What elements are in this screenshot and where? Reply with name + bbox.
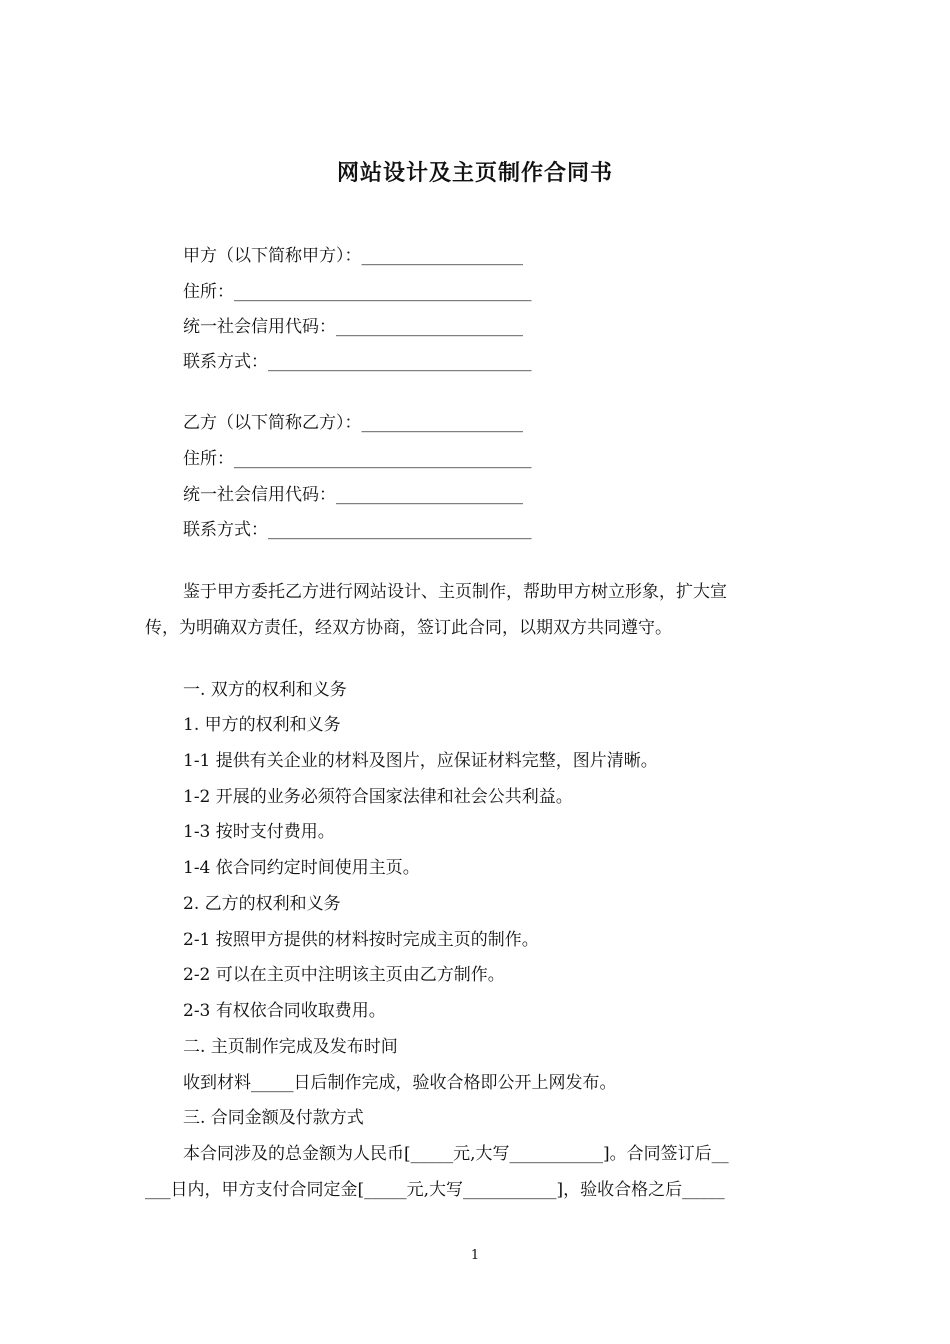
clause-item: 1-2 开展的业务必须符合国家法律和社会公共利益。 bbox=[183, 787, 573, 807]
clause-item: 1-1 提供有关企业的材料及图片，应保证材料完整，图片清晰。 bbox=[183, 751, 658, 771]
clause-item: 2-3 有权依合同收取费用。 bbox=[183, 1001, 386, 1021]
subsection-heading: 1. 甲方的权利和义务 bbox=[183, 715, 341, 735]
party-a-address-line: 住所：___________________________________ bbox=[183, 282, 532, 302]
party-b-contact-line: 联系方式：_______________________________ bbox=[183, 520, 532, 540]
party-b-credit-code-line: 统一社会信用代码：______________________ bbox=[183, 485, 523, 505]
clause-text: 收到材料_____日后制作完成，验收合格即公开上网发布。 bbox=[183, 1073, 617, 1093]
clause-item: 1-3 按时支付费用。 bbox=[183, 822, 335, 842]
preamble-line: 鉴于甲方委托乙方进行网站设计、主页制作，帮助甲方树立形象，扩大宣 bbox=[183, 582, 727, 602]
clause-item: 2-1 按照甲方提供的材料按时完成主页的制作。 bbox=[183, 930, 539, 950]
preamble-paragraph bbox=[145, 574, 810, 646]
payment-line: 本合同涉及的总金额为人民币[_____元,大写___________]。合同签订后__ bbox=[183, 1144, 729, 1164]
clause-item: 1-4 依合同约定时间使用主页。 bbox=[183, 858, 420, 878]
section-heading: 二. 主页制作完成及发布时间 bbox=[183, 1037, 398, 1057]
section-heading: 一. 双方的权利和义务 bbox=[183, 680, 347, 700]
party-a-credit-code-line: 统一社会信用代码：______________________ bbox=[183, 317, 523, 337]
page-title: 网站设计及主页制作合同书 bbox=[336, 161, 613, 186]
party-b-name-line: 乙方（以下简称乙方）：___________________ bbox=[183, 413, 523, 433]
section-heading: 三. 合同金额及付款方式 bbox=[183, 1108, 364, 1128]
party-b-address-line: 住所：___________________________________ bbox=[183, 449, 532, 469]
page-number: 1 bbox=[470, 1248, 480, 1263]
payment-paragraph bbox=[145, 1136, 810, 1208]
subsection-heading: 2. 乙方的权利和义务 bbox=[183, 894, 341, 914]
preamble-line: 传，为明确双方责任，经双方协商，签订此合同，以期双方共同遵守。 bbox=[145, 618, 672, 638]
clause-item: 2-2 可以在主页中注明该主页由乙方制作。 bbox=[183, 965, 505, 985]
party-a-name-line: 甲方（以下简称甲方）：___________________ bbox=[183, 246, 523, 266]
payment-line: ___日内，甲方支付合同定金[_____元,大写___________]，验收合格之后_____ bbox=[145, 1180, 725, 1200]
party-a-contact-line: 联系方式：_______________________________ bbox=[183, 352, 532, 372]
